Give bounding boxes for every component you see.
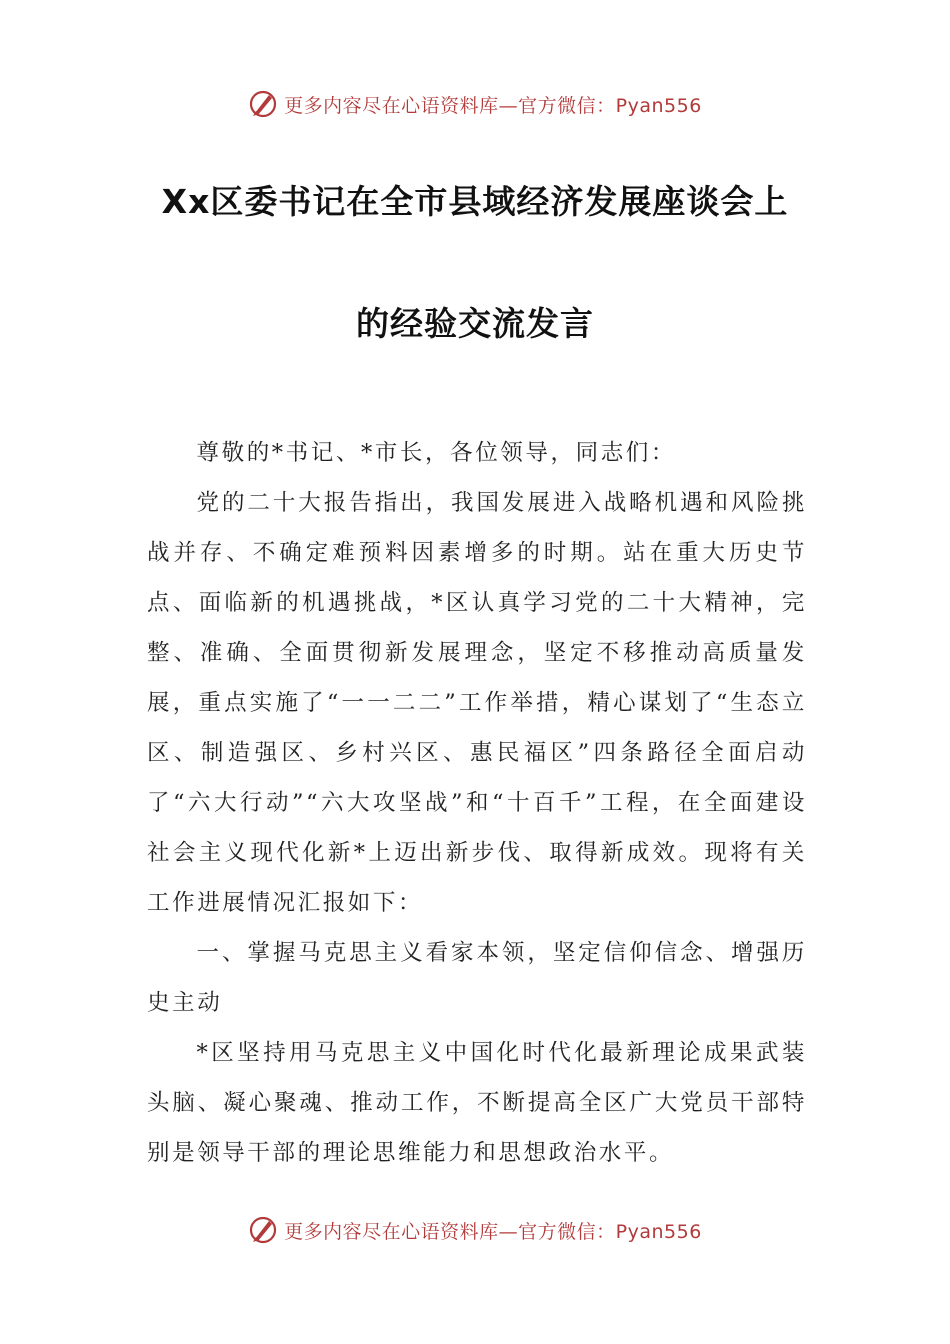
watermark-text: 更多内容尽在心语资料库—官方微信：Pyan556 — [284, 94, 702, 117]
watermark-text: 更多内容尽在心语资料库—官方微信：Pyan556 — [284, 1220, 702, 1243]
pen-circle-logo-icon — [248, 89, 278, 119]
wechat-id: Pyan556 — [615, 1220, 702, 1243]
document-body — [147, 428, 807, 1178]
footer-watermark-banner — [0, 1210, 950, 1250]
header-watermark-banner — [0, 84, 950, 124]
document-title-line-2: 的经验交流发言 — [356, 304, 594, 343]
pen-circle-logo-icon — [248, 1215, 278, 1245]
section-heading-1: 一、掌握马克思主义看家本领，坚定信仰信念、增强历史主动 — [147, 940, 807, 1016]
intro-paragraph: 党的二十大报告指出，我国发展进入战略机遇和风险挑战并存、不确定难预料因素增多的时期。站在重大历史节点、面临新的机遇挑战，*区认真学习党的二十大精神，完整、准确、全面贯彻新发展理念，坚定不移推动高质量发展，重点实施了“一一二二”工作举措，精心谋划了“生态立区、制造强区、乡村兴区、惠民福区”四条路径全面启动了“六大行动”“六大攻坚战”和“十百千”工程，在全面建设社会主义现代化新*上迈出新步伐、取得新成效。现将有关工作进展情况汇报如下： — [147, 490, 807, 916]
wechat-id: Pyan556 — [615, 94, 702, 117]
section-1-paragraph: *区坚持用马克思主义中国化时代化最新理论成果武装头脑、凝心聚魂、推动工作，不断提高全区广大党员干部特别是领导干部的理论思维能力和思想政治水平。 — [147, 1040, 807, 1166]
document-title-line-1: Xx区委书记在全市县域经济发展座谈会上 — [161, 182, 789, 221]
salutation-paragraph: 尊敬的*书记、*市长，各位领导，同志们： — [196, 440, 677, 466]
